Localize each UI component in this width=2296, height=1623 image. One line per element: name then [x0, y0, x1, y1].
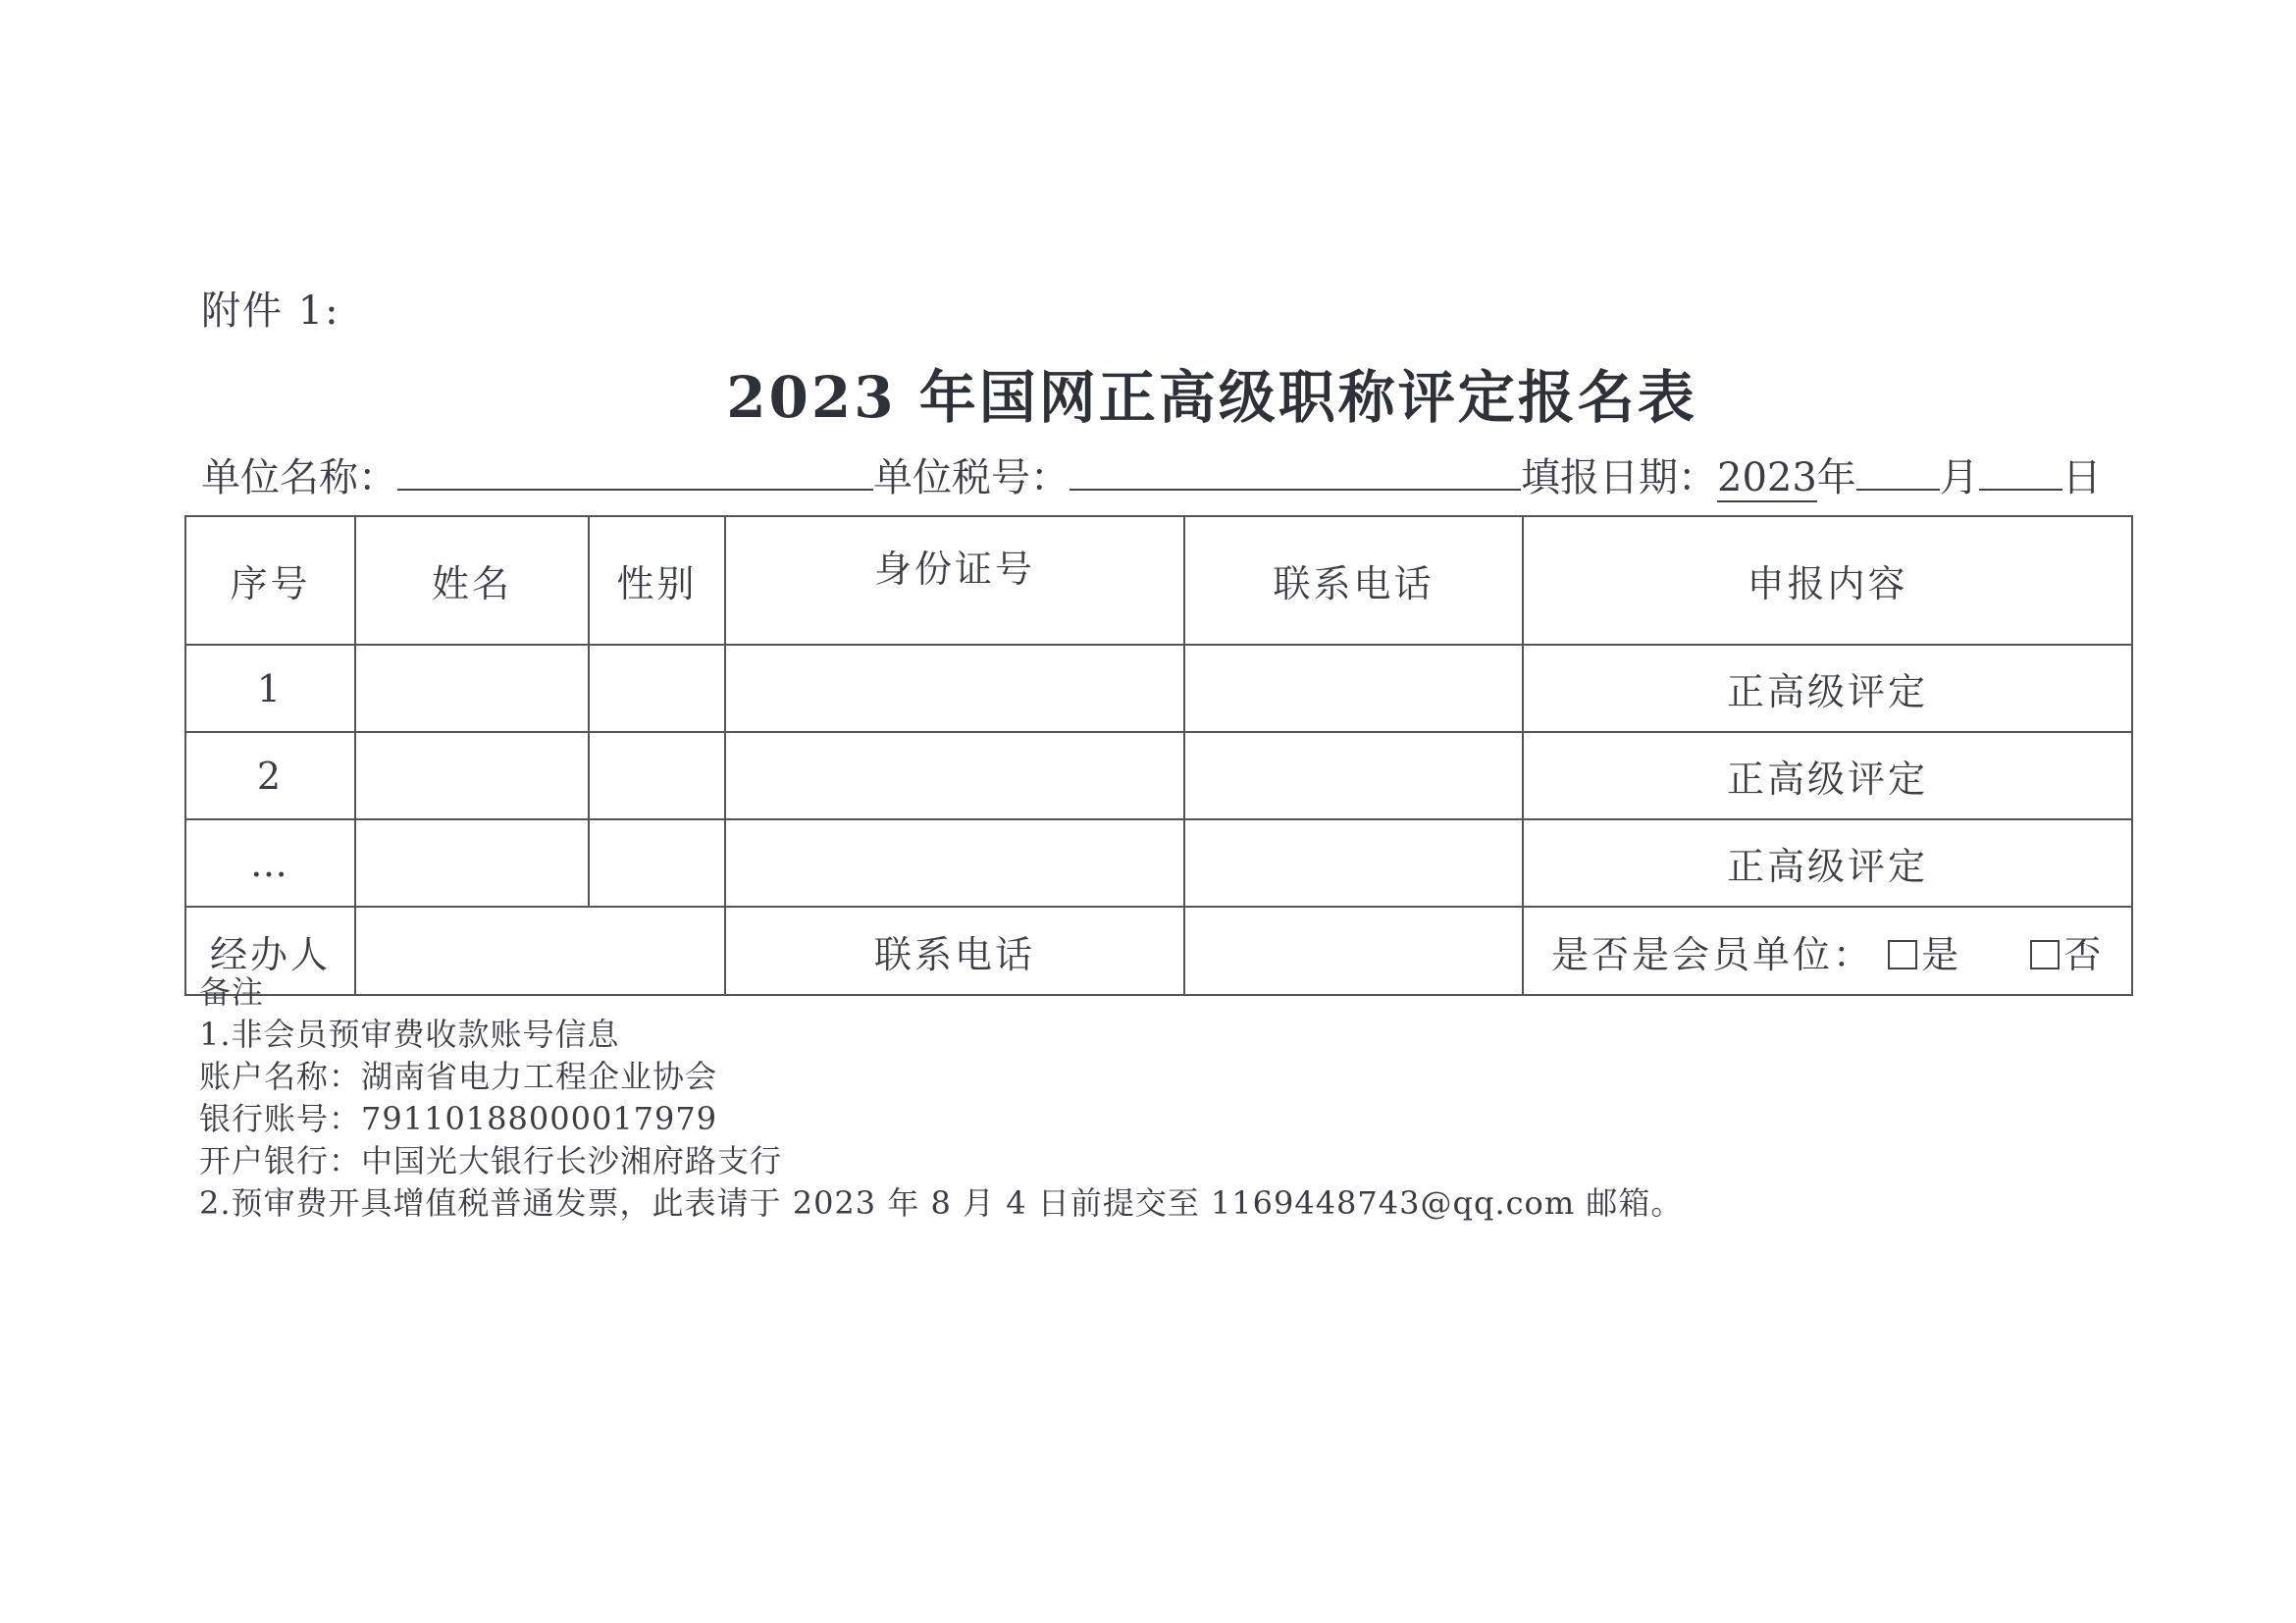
note-line: 账户名称：湖南省电力工程企业协会	[199, 1058, 718, 1095]
name-cell[interactable]	[355, 819, 589, 907]
id-number-cell[interactable]	[725, 645, 1184, 732]
table-header-row	[185, 516, 2132, 645]
footer-phone-label: 联系电话	[725, 907, 1184, 995]
handler-label: 经办人	[185, 907, 355, 995]
table-row	[185, 645, 2132, 732]
phone-cell[interactable]	[1184, 732, 1523, 819]
header-cell-gender: 性别	[589, 516, 725, 645]
page-title: 2023 年国网正高级职称评定报名表	[726, 364, 1697, 431]
note-line: 开户银行：中国光大银行长沙湘府路支行	[199, 1142, 783, 1179]
month-label: 月	[1939, 455, 1979, 500]
row-number: …	[185, 819, 355, 907]
registration-table	[184, 515, 2133, 996]
phone-cell[interactable]	[1184, 645, 1523, 732]
name-cell[interactable]	[355, 732, 589, 819]
table-row	[185, 819, 2132, 907]
notes-heading: 备注	[199, 973, 265, 1011]
header-cell-no: 序号	[185, 516, 355, 645]
day-label: 日	[2061, 455, 2102, 500]
header-cell-name: 姓名	[355, 516, 589, 645]
unit-tax-field[interactable]	[1070, 449, 1521, 491]
id-number-cell[interactable]	[725, 819, 1184, 907]
header-cell-content: 申报内容	[1523, 516, 2132, 645]
unit-name-field[interactable]	[397, 449, 873, 491]
month-field[interactable]	[1856, 449, 1940, 491]
gender-cell[interactable]	[589, 819, 725, 907]
yes-label: 是	[1921, 932, 1962, 976]
yes-checkbox[interactable]	[1888, 940, 1917, 969]
year-value: 2023	[1717, 455, 1817, 500]
form-info-line	[201, 446, 2102, 502]
year-label: 年	[1816, 455, 1856, 500]
no-label: 否	[2063, 932, 2105, 976]
note-line: 银行账号：79110188000017979	[199, 1100, 718, 1137]
content-cell: 正高级评定	[1523, 645, 2132, 732]
member-question: 是否是会员单位：	[1551, 932, 1874, 976]
header-cell-id-number: 身份证号	[725, 516, 1184, 645]
table-row	[185, 732, 2132, 819]
notes-section	[199, 971, 1683, 1225]
content-cell: 正高级评定	[1523, 732, 2132, 819]
gender-cell[interactable]	[589, 645, 725, 732]
row-number: 1	[185, 645, 355, 732]
fill-date-label: 填报日期：	[1521, 455, 1717, 500]
id-number-cell[interactable]	[725, 732, 1184, 819]
content-cell: 正高级评定	[1523, 819, 2132, 907]
note-line: 2.预审费开具增值税普通发票，此表请于 2023 年 8 月 4 日前提交至 1169448743@qq.com 邮箱。	[199, 1184, 1684, 1222]
row-number: 2	[185, 732, 355, 819]
note-line: 1.非会员预审费收款账号信息	[199, 1016, 620, 1053]
header-cell-phone: 联系电话	[1184, 516, 1523, 645]
no-checkbox[interactable]	[2030, 940, 2060, 969]
attachment-label: 附件 1:	[201, 288, 340, 334]
unit-tax-label: 单位税号：	[873, 455, 1070, 500]
unit-name-label: 单位名称：	[201, 455, 397, 500]
day-field[interactable]	[1979, 449, 2062, 491]
gender-cell[interactable]	[589, 732, 725, 819]
name-cell[interactable]	[355, 645, 589, 732]
phone-cell[interactable]	[1184, 819, 1523, 907]
